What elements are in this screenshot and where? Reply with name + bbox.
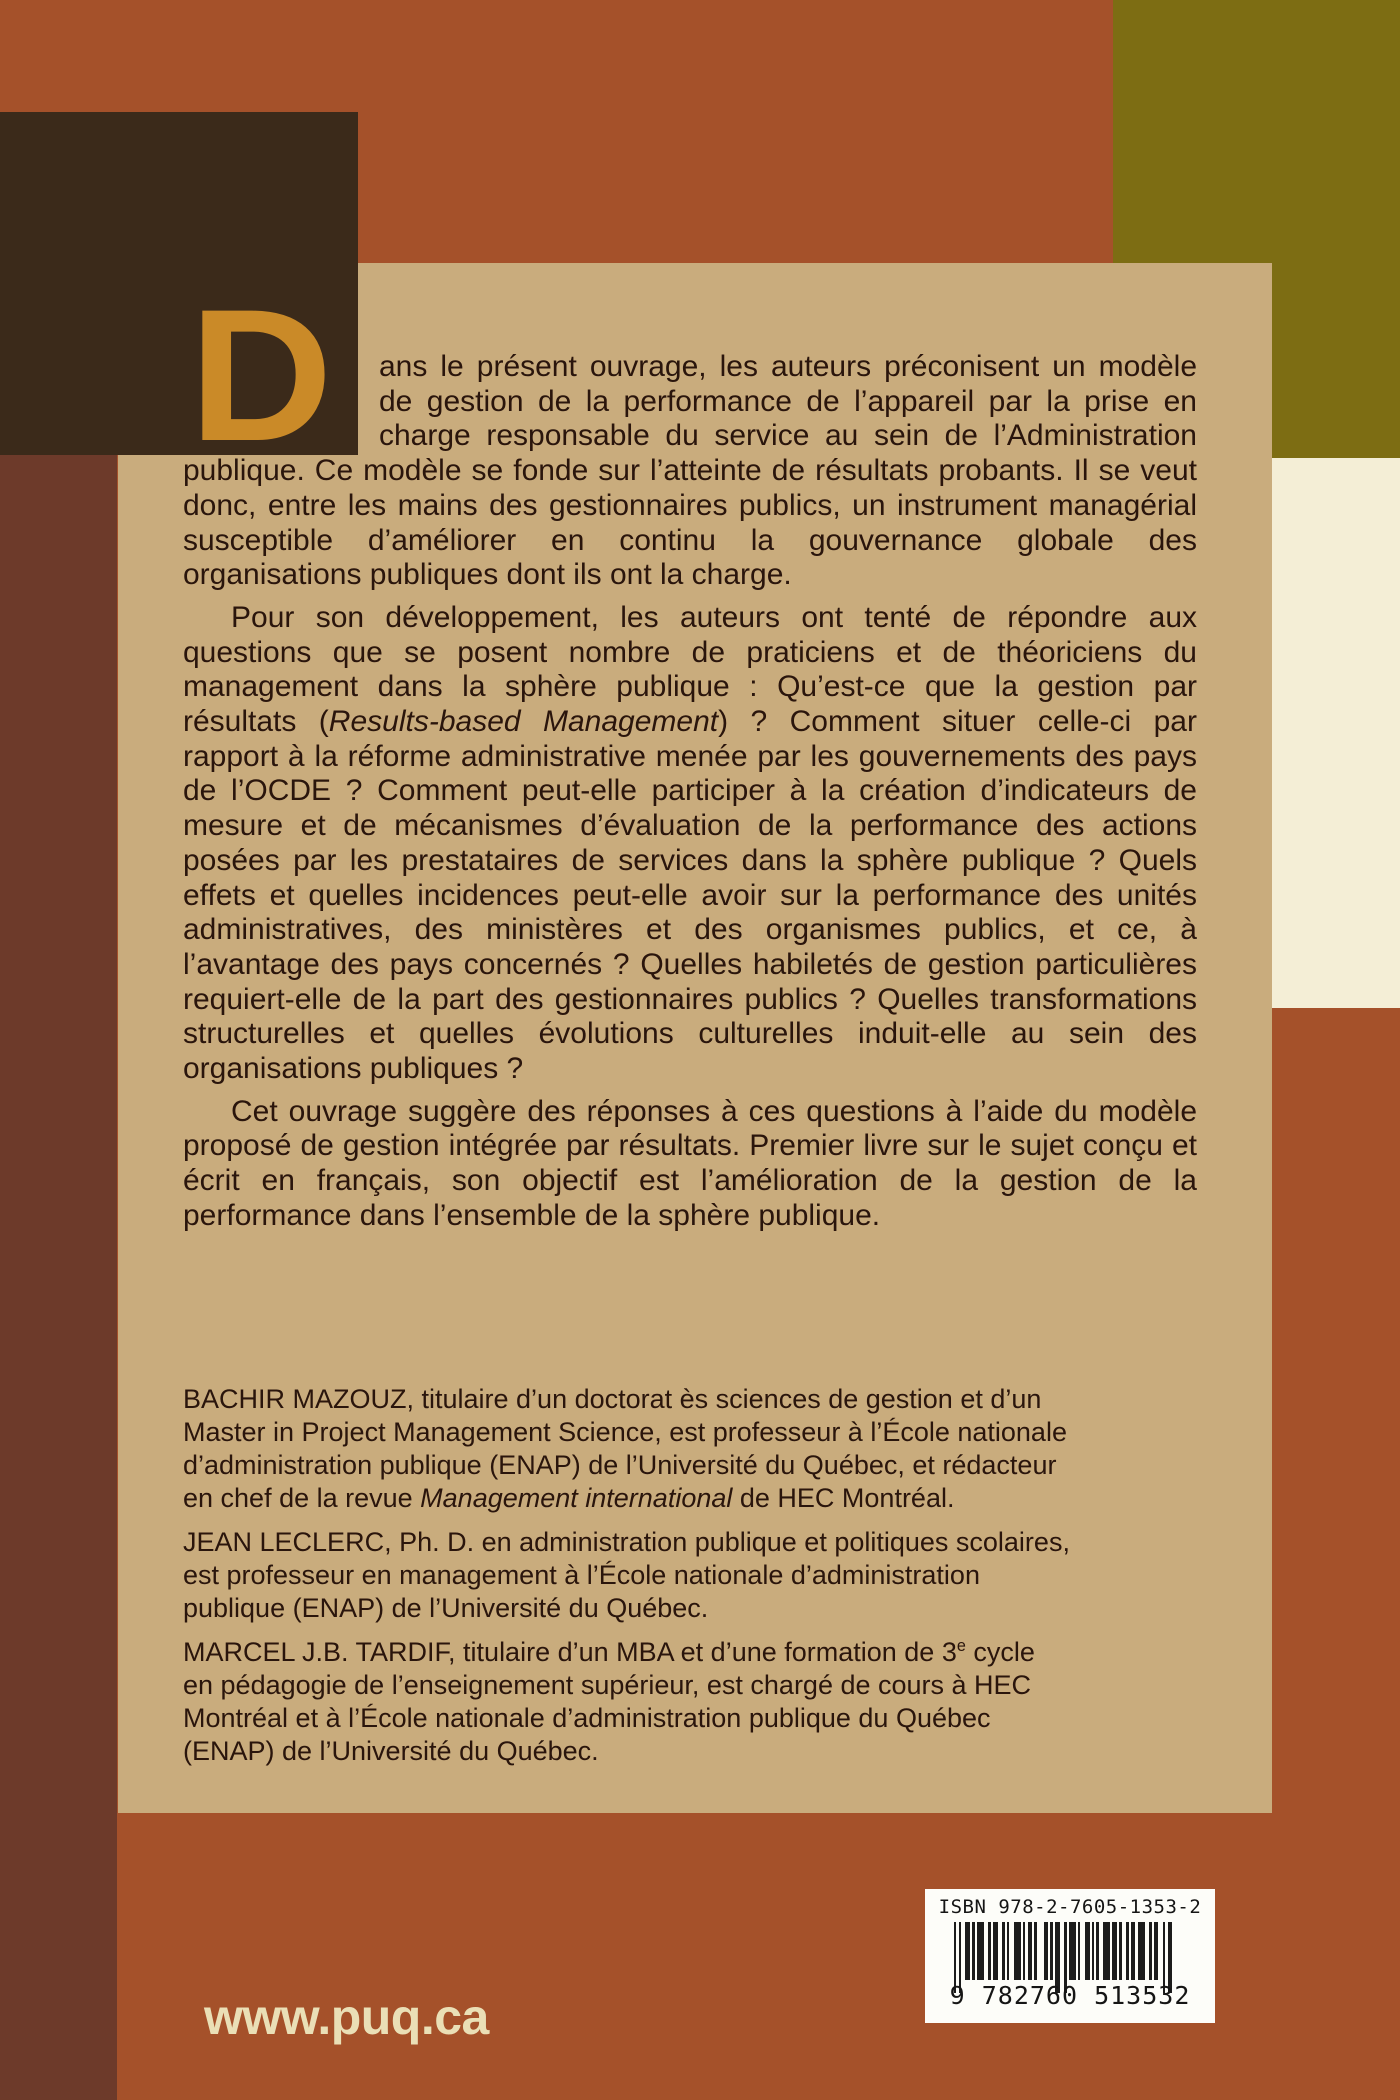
synopsis-paragraph-1 bbox=[183, 350, 1197, 593]
barcode-bars bbox=[954, 1922, 1186, 1980]
author-bios bbox=[183, 1383, 1243, 1779]
barcode-number: 9 782760 513532 bbox=[949, 1981, 1191, 2010]
drop-cap-spacer bbox=[183, 350, 379, 454]
synopsis-paragraph-3 bbox=[183, 1095, 1197, 1234]
synopsis-text bbox=[183, 350, 1197, 1242]
author-bio-marcel-tardif: MARCEL J.B. TARDIF, titulaire d’un MBA et d’une formation de 3e cycle en pédagogie de l’enseignement supérieur, est chargé de cours à HEC Montréal et à l’École nationale d’administration publique du Québec (ENAP) de l’Université du Québec. bbox=[183, 1637, 1035, 1766]
publisher-website: www.puq.ca bbox=[204, 1989, 489, 2045]
synopsis-paragraph-2 bbox=[183, 601, 1197, 1087]
synopsis-paragraph-1-text: ans le présent ouvrage, les auteurs préconisent un modèle de gestion de la performance de l’appareil par la prise en charge responsable du service au sein de l’Administration publique. Ce modèle se fonde sur l’atteinte de résultats probants. Il se veut donc, entre les mains des gestionnaires publics, un instrument managérial susceptible d’améliorer en continu la gouvernance globale des organisations publiques dont ils ont la charge. bbox=[183, 350, 1197, 592]
synopsis-paragraph-2-text: Pour son développement, les auteurs ont tenté de répondre aux questions que se posent nombre de praticiens et de théoriciens du management dans la sphère publique : Qu’est-ce que la gestion par résultats (Results-based Management) ? Comment situer celle-ci par rapport à la réforme administrative menée par les gouvernements des pays de l’OCDE ? Comment peut-elle participer à la création d’indicateurs de mesure et de mécanismes d’évaluation de la performance des actions posées par les prestataires de services dans la sphère publique ? Quels effets et quelles incidences peut-elle avoir sur la performance des unités administratives, des ministères et des organismes publics, et ce, à l’avantage des pays concernés ? Quelles habiletés de gestion particulières requiert-elle de la part des gestionnaires publics ? Quelles transformations structurelles et quelles évolutions culturelles induit-elle au sein des organisations publiques ? bbox=[183, 600, 1197, 1086]
isbn-label: ISBN 978-2-7605-1353-2 bbox=[938, 1896, 1202, 1918]
synopsis-paragraph-3-text: Cet ouvrage suggère des réponses à ces questions à l’aide du modèle proposé de gestion intégrée par résultats. Premier livre sur le sujet conçu et écrit en français, son objectif est l’amélioration de la gestion de la performance dans l’ensemble de la sphère publique. bbox=[183, 1094, 1197, 1232]
cream-color-block bbox=[1272, 458, 1400, 1008]
author-bio-jean-leclerc: JEAN LECLERC, Ph. D. en administration publique et politiques scolaires, est professeur en management à l’École nationale d’administration publique (ENAP) de l’Université du Québec. bbox=[183, 1527, 1070, 1623]
author-bio-bachir-mazouz: BACHIR MAZOUZ, titulaire d’un doctorat ès sciences de gestion et d’un Master in Project Management Science, est professeur à l’École nationale d’administration publique (ENAP) de l’Université du Québec, et rédacteur en chef de la revue Management international de HEC Montréal. bbox=[183, 1384, 1067, 1513]
isbn-barcode bbox=[925, 1889, 1215, 2023]
maroon-left-strip bbox=[0, 455, 117, 2100]
drop-cap-letter: D bbox=[189, 270, 333, 480]
